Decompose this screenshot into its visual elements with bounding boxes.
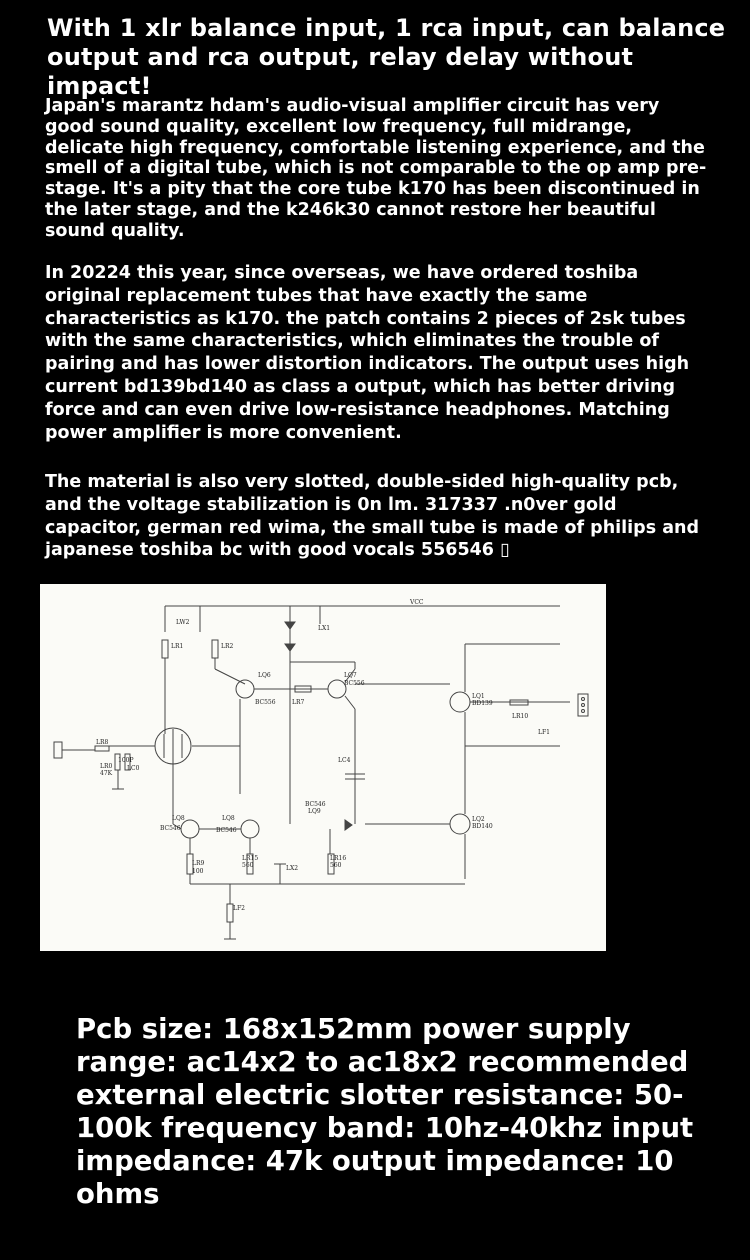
label-lq8-left: LQ8: [172, 815, 185, 822]
label-lr8: LR8: [96, 739, 109, 746]
description-paragraph-1: Japan's marantz hdam's audio-visual amplifier circuit has very good sound quality, excellent low frequency, full midrange, delicate high frequency, comfortable listening experience, and the smell of a digital tube, which is not comparable to the op amp pre-stage. It's a pity that the core tube k170 has been discontinued in the later stage, and the k246k30 cannot restore her beautiful sound quality.: [45, 96, 707, 241]
label-lr9: LR9: [192, 860, 205, 867]
label-lf1: LF1: [538, 729, 550, 736]
label-bc556-b: BC556: [344, 680, 365, 687]
specifications: Pcb size: 168x152mm power supply range: ac14x2 to ac18x2 recommended external electric slotter resistance: 50-100k frequency band: 10hz-40khz input impedance: 47k output impedance: 10 ohms: [76, 1013, 694, 1210]
description-paragraph-3: The material is also very slotted, double-sided high-quality pcb, and the voltage stabilization is 0n lm. 317337 .n0ver gold capacitor, german red wima, the small tube is made of philips and japanese toshiba bc with good vocals 556546 ▯: [45, 472, 699, 561]
label-bc556-a: BC556: [255, 699, 276, 706]
label-lf2: LF2: [233, 905, 245, 912]
label-lq8-right: LQ8: [222, 815, 235, 822]
label-47k: 47K: [100, 770, 113, 777]
label-560-b: 560: [330, 862, 342, 869]
label-lc0: LC0: [127, 765, 140, 772]
label-lr15: LR15: [242, 855, 259, 862]
schematic-drawing: [40, 584, 606, 951]
label-100p: 100P: [118, 757, 134, 764]
label-lr2: LR2: [221, 643, 234, 650]
label-lq1: LQ1: [472, 693, 485, 700]
label-lq2: LQ2: [472, 816, 485, 823]
label-100: 100: [192, 868, 204, 875]
label-560-a: 560: [242, 862, 254, 869]
label-bd139: BD139: [472, 700, 493, 707]
label-lx1: LX1: [318, 625, 331, 632]
label-lr10: LR10: [512, 713, 529, 720]
label-bc546-left: BC546: [160, 825, 181, 832]
circuit-schematic: [40, 584, 606, 951]
label-lx2: LX2: [286, 865, 299, 872]
label-lr7: LR7: [292, 699, 305, 706]
label-lc4: LC4: [338, 757, 351, 764]
label-bc546-mid: BC546: [305, 801, 326, 808]
label-vcc: VCC: [410, 599, 424, 606]
label-bc546-right: BC546: [216, 827, 237, 834]
label-lq7: LQ7: [344, 672, 357, 679]
label-lr16: LR16: [330, 855, 347, 862]
description-paragraph-2: In 20224 this year, since overseas, we have ordered toshiba original replacement tubes that have exactly the same characteristics as k170. the patch contains 2 pieces of 2sk tubes with the same characteristics, which eliminates the trouble of pairing and has lower distortion indicators. The output uses high current bd139bd140 as class a output, which has better driving force and can even drive low-resistance headphones. Matching power amplifier is more convenient.: [45, 263, 690, 443]
label-lq9: LQ9: [308, 808, 321, 815]
label-lr1: LR1: [171, 643, 184, 650]
label-bd140: BD140: [472, 823, 493, 830]
label-lq6: LQ6: [258, 672, 271, 679]
label-lr0: LR0: [100, 763, 113, 770]
label-lw2: LW2: [176, 619, 190, 626]
headline: With 1 xlr balance input, 1 rca input, can balance output and rca output, relay delay without impact!: [47, 14, 726, 100]
